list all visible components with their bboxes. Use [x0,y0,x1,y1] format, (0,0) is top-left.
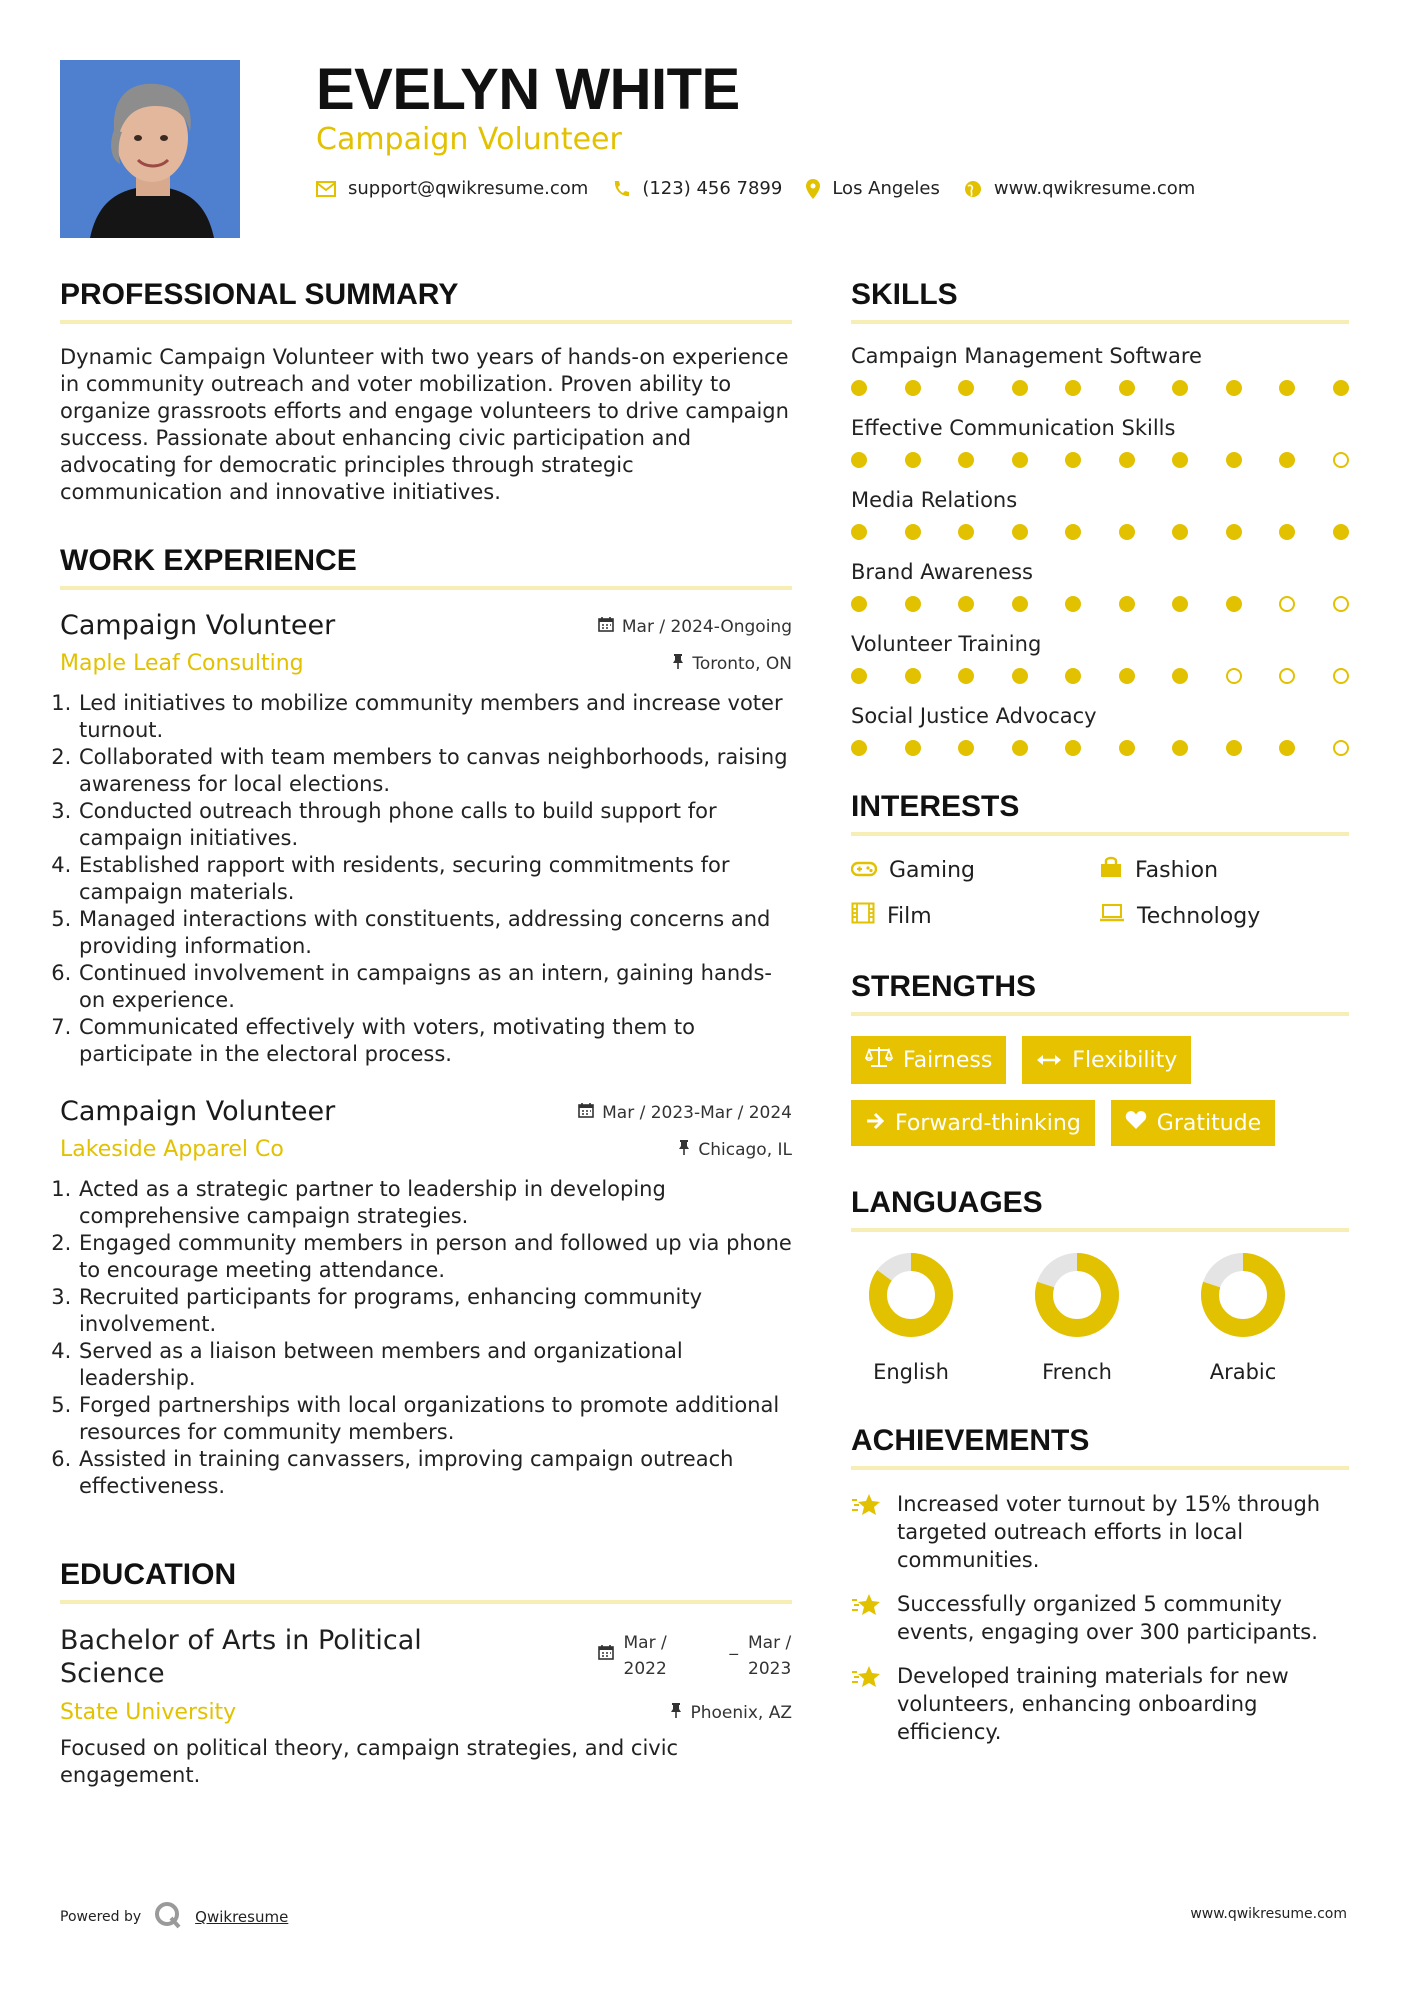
film-icon [851,902,875,930]
strength-tag: Flexibility [1022,1036,1191,1084]
list-item: 3. Recruited participants for programs, enhancing community involvement. [78,1284,792,1338]
strengths-heading: STRENGTHS [851,970,1349,1016]
skill-name: Media Relations [851,488,1018,512]
rating-dot-filled [1279,452,1295,468]
skill-rating [851,668,1349,684]
rating-dot-filled [1226,380,1242,396]
interests-list [851,856,1349,930]
achievements-list [851,1490,1349,1746]
map-marker-icon [806,179,820,199]
rating-dot-filled [851,740,867,756]
rating-dot-filled [905,452,921,468]
list-item: 2. Collaborated with team members to canvas neighborhoods, raising awareness for local elections. [78,744,792,798]
rating-dot-empty [1279,668,1295,684]
heart-icon [1125,1110,1147,1136]
job-title: Campaign Volunteer [60,610,336,641]
right-column [851,278,1349,1762]
job-title: Campaign Volunteer [60,1096,336,1127]
rating-dot-filled [1172,452,1188,468]
rating-dot-filled [1065,452,1081,468]
star-icon [851,1662,883,1746]
phone-icon [612,180,630,198]
skills-heading: SKILLS [851,278,1349,324]
strength-tag: Gratitude [1111,1100,1275,1146]
rating-dot-filled [1119,740,1135,756]
footer-brand-link[interactable]: Qwikresume [195,1908,289,1926]
job-entry [60,1096,792,1500]
language-item [1029,1252,1125,1384]
degree-title: Bachelor of Arts in Political Science [60,1625,422,1689]
rating-dot-filled [1172,596,1188,612]
rating-dot-filled [1119,668,1135,684]
rating-dot-empty [1333,596,1349,612]
contact-bar [316,178,1219,199]
school-location: Phoenix, AZ [690,1702,792,1723]
languages-heading: LANGUAGES [851,1186,1349,1232]
job-bullets [60,690,792,1068]
skill-item [851,560,1349,612]
candidate-name: EVELYN WHITE [316,57,740,122]
rating-dot-filled [1333,380,1349,396]
rating-dot-filled [851,452,867,468]
education-entry [60,1624,792,1789]
rating-dot-filled [1279,740,1295,756]
star-icon [851,1490,883,1574]
rating-dot-filled [1119,524,1135,540]
strength-tag: Forward-thinking [851,1100,1095,1146]
rating-dot-filled [1226,524,1242,540]
footer-website[interactable]: www.qwikresume.com [1190,1906,1347,1922]
rating-dot-filled [851,596,867,612]
contact-email[interactable]: support@qwikresume.com [348,178,589,199]
skill-rating [851,452,1349,468]
rating-dot-empty [1333,668,1349,684]
rating-dot-filled [958,740,974,756]
calendar-icon [578,1102,594,1123]
list-item: 5. Managed interactions with constituents, addressing concerns and providing information. [78,906,792,960]
contact-website[interactable]: www.qwikresume.com [993,178,1196,199]
skill-name: Volunteer Training [851,632,1042,656]
star-icon [851,1590,883,1646]
rating-dot-filled [958,668,974,684]
education-heading: EDUCATION [60,1558,792,1604]
job-entry [60,610,792,1068]
rating-dot-filled [958,380,974,396]
left-column [60,278,792,1827]
rating-dot-filled [1065,668,1081,684]
summary-heading: PROFESSIONAL SUMMARY [60,278,792,324]
contact-location: Los Angeles [832,178,940,199]
rating-dot-filled [958,452,974,468]
job-dates: Mar / 2024-Ongoing [621,616,792,637]
language-item [1195,1252,1291,1384]
rating-dot-filled [1065,380,1081,396]
list-item: 4. Established rapport with residents, securing commitments for campaign materials. [78,852,792,906]
interest-item: Technology [1099,902,1349,930]
language-donut [868,1252,954,1338]
rating-dot-filled [905,740,921,756]
rating-dot-filled [1065,740,1081,756]
skill-item [851,704,1349,756]
qwikresume-logo-icon [153,1900,183,1934]
pushpin-icon [678,1139,690,1160]
rating-dot-filled [1065,596,1081,612]
gamepad-icon [851,858,877,883]
laptop-icon [1099,903,1125,929]
skill-rating [851,596,1349,612]
pushpin-icon [672,653,684,674]
arrows-horizontal-icon [1036,1048,1062,1073]
rating-dot-filled [1012,740,1028,756]
rating-dot-filled [958,596,974,612]
rating-dot-filled [851,524,867,540]
job-bullets [60,1176,792,1500]
rating-dot-filled [1172,380,1188,396]
rating-dot-empty [1226,668,1242,684]
list-item: 7. Communicated effectively with voters, motivating them to participate in the electoral process. [78,1014,792,1068]
rating-dot-filled [905,380,921,396]
education-end: Mar / 2023 [748,1633,792,1679]
globe-icon [964,180,982,198]
list-item: 6. Continued involvement in campaigns as an intern, gaining hands-on experience. [78,960,792,1014]
rating-dot-filled [1172,740,1188,756]
rating-dot-filled [851,380,867,396]
skills-list [851,344,1349,756]
candidate-role: Campaign Volunteer [316,122,622,157]
language-item [863,1252,959,1384]
rating-dot-filled [958,524,974,540]
rating-dot-filled [1226,740,1242,756]
rating-dot-filled [1226,452,1242,468]
rating-dot-filled [1172,668,1188,684]
list-item: 1. Acted as a strategic partner to leadership in developing comprehensive campaign strategies. [78,1176,792,1230]
rating-dot-empty [1333,452,1349,468]
contact-phone[interactable]: (123) 456 7899 [642,178,783,199]
rating-dot-filled [905,668,921,684]
language-name: French [1042,1360,1112,1384]
date-separator: _ [729,1636,738,1656]
list-item: 5. Forged partnerships with local organizations to promote additional resources for community members. [78,1392,792,1446]
achievement-item: Successfully organized 5 community events, engaging over 300 participants. [851,1590,1349,1646]
job-company: Maple Leaf Consulting [60,651,304,676]
interest-item: Fashion [1099,856,1349,884]
interest-item: Gaming [851,856,1099,884]
summary-text: Dynamic Campaign Volunteer with two years of hands-on experience in community outreach and voter mobilization. Proven ability to organize grassroots efforts and engage volunteers to drive campaign success. Passionate about enhancing civic participation and advocating for democratic principles through strategic communication and innovative initiatives. [60,345,789,504]
language-name: English [873,1360,949,1384]
shopping-bag-icon [1099,856,1123,884]
envelope-icon [316,181,336,197]
rating-dot-filled [851,668,867,684]
language-name: Arabic [1209,1360,1277,1384]
skill-name: Effective Communication Skills [851,416,1176,440]
rating-dot-filled [1065,524,1081,540]
skill-name: Brand Awareness [851,560,1033,584]
languages-list [851,1252,1349,1384]
list-item: 4. Served as a liaison between members and organizational leadership. [78,1338,792,1392]
job-dates: Mar / 2023-Mar / 2024 [602,1102,792,1123]
skill-rating [851,740,1349,756]
skill-item [851,632,1349,684]
footer-powered-by: Powered by Qwikresume [60,1900,288,1934]
rating-dot-filled [1119,596,1135,612]
skill-item [851,344,1349,396]
interest-item: Film [851,902,1099,930]
strength-tag: Fairness [851,1036,1006,1084]
rating-dot-filled [1333,524,1349,540]
education-start: Mar / 2022 [623,1633,667,1679]
skill-name: Social Justice Advocacy [851,704,1097,728]
calendar-icon [598,616,614,637]
arrow-right-icon [865,1111,885,1136]
rating-dot-filled [1012,524,1028,540]
rating-dot-filled [905,524,921,540]
skill-rating [851,380,1349,396]
rating-dot-filled [1279,380,1295,396]
education-description: Focused on political theory, campaign strategies, and civic engagement. [60,1736,679,1787]
list-item: 3. Conducted outreach through phone calls to build support for campaign initiatives. [78,798,792,852]
skill-name: Campaign Management Software [851,344,1202,368]
interests-heading: INTERESTS [851,790,1349,836]
experience-heading: WORK EXPERIENCE [60,544,792,590]
rating-dot-filled [1012,596,1028,612]
skill-rating [851,524,1349,540]
calendar-icon [598,1642,614,1668]
pushpin-icon [670,1702,682,1723]
rating-dot-filled [1279,524,1295,540]
rating-dot-filled [1119,380,1135,396]
rating-dot-filled [1119,452,1135,468]
job-location: Toronto, ON [692,653,792,674]
achievements-heading: ACHIEVEMENTS [851,1424,1349,1470]
school-name: State University [60,1700,237,1725]
list-item: 1. Led initiatives to mobilize community members and increase voter turnout. [78,690,792,744]
job-location: Chicago, IL [698,1139,792,1160]
list-item: 2. Engaged community members in person and followed up via phone to encourage meeting attendance. [78,1230,792,1284]
rating-dot-filled [1012,380,1028,396]
list-item: 6. Assisted in training canvassers, improving campaign outreach effectiveness. [78,1446,792,1500]
balance-scale-icon [865,1046,893,1074]
rating-dot-filled [1172,524,1188,540]
skill-item [851,488,1349,540]
rating-dot-filled [905,596,921,612]
achievement-item: Developed training materials for new volunteers, enhancing onboarding efficiency. [851,1662,1349,1746]
achievement-item: Increased voter turnout by 15% through targeted outreach efforts in local communities. [851,1490,1349,1574]
rating-dot-filled [1012,452,1028,468]
rating-dot-empty [1279,596,1295,612]
strengths-list [851,1036,1349,1146]
rating-dot-empty [1333,740,1349,756]
language-donut [1034,1252,1120,1338]
language-donut [1200,1252,1286,1338]
profile-photo [60,60,240,238]
skill-item [851,416,1349,468]
rating-dot-filled [1012,668,1028,684]
rating-dot-filled [1226,596,1242,612]
job-company: Lakeside Apparel Co [60,1137,284,1162]
